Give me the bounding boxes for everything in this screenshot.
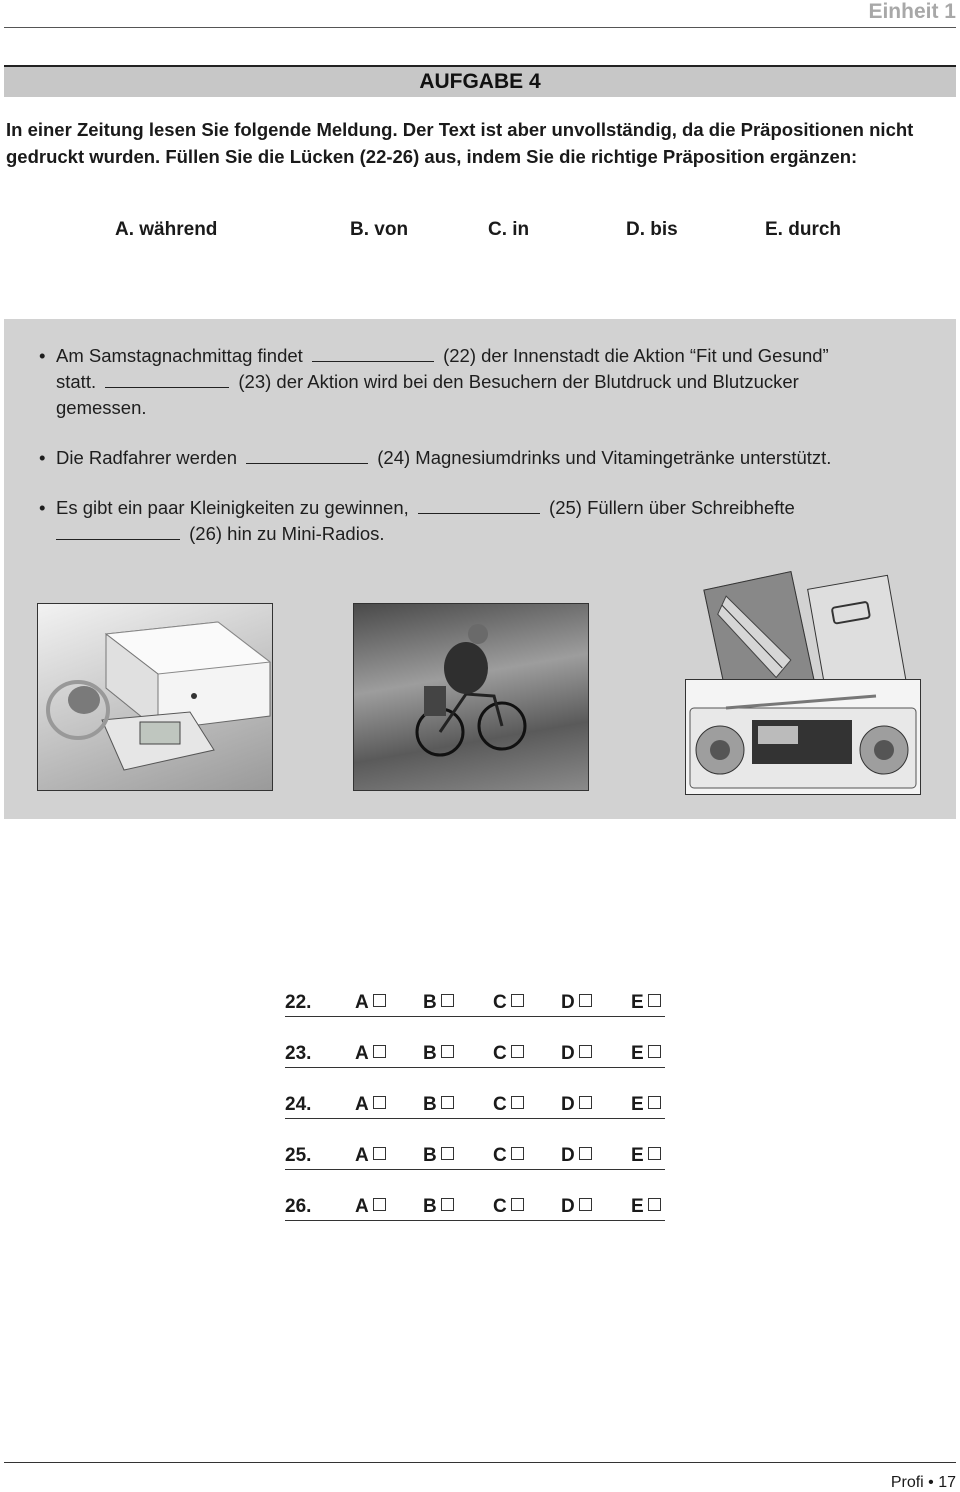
answer-letter: E [631,992,644,1013]
answer-option[interactable] [423,1043,454,1065]
checkbox-icon[interactable] [373,994,386,1007]
answer-option[interactable] [631,1094,661,1116]
answer-option[interactable] [423,1145,454,1167]
answer-underline [285,1067,665,1068]
bullet-text: (24) Magnesiumdrinks und Vitamingetränke unterstützt. [377,447,832,468]
option-e: E. durch [765,219,842,240]
instructions-text: In einer Zeitung lesen Sie folgende Meldung. Der Text ist aber unvollständig, da die Präpositionen nicht gedruckt wurden. Füllen Sie die Lücken (22-26) aus, indem Sie die richtige Präposition ergänzen: [6,119,914,167]
answer-letter: A [355,992,369,1013]
checkbox-icon[interactable] [648,1198,661,1211]
answer-option[interactable] [631,1043,661,1065]
checkbox-icon[interactable] [579,1096,592,1109]
answer-grid [285,990,665,1245]
answer-letter: A [355,1043,369,1064]
option-b: B. von [350,219,409,240]
checkbox-icon[interactable] [373,1096,386,1109]
checkbox-icon[interactable] [441,1198,454,1211]
checkbox-icon[interactable] [441,1045,454,1058]
answer-letter: B [423,1145,437,1166]
checkbox-icon[interactable] [579,1147,592,1160]
footer-divider [4,1462,956,1463]
bullet-text: (22) der Innenstadt die Aktion “Fit und Gesund” [443,345,829,366]
gap-22[interactable] [312,347,434,362]
answer-letter: C [493,992,507,1013]
bullet-text: Es gibt ein paar Kleinigkeiten zu gewinnen, [56,497,409,518]
answer-letter: D [561,1145,575,1166]
answer-letter: B [423,1094,437,1115]
answer-letter: A [355,1196,369,1217]
bullet-dot: • [39,497,46,518]
answer-row [285,1041,665,1092]
gap-24[interactable] [246,449,368,464]
bullet-text: Am Samstagnachmittag findet [56,345,303,366]
answer-letter: B [423,1196,437,1217]
answer-option[interactable] [631,1145,661,1167]
answer-option[interactable] [355,1094,386,1116]
bullet-text: gemessen. [56,397,147,418]
option-a: A. während [115,219,218,240]
bullet-text: (26) hin zu Mini-Radios. [189,523,385,544]
answer-number: 25. [285,1145,312,1166]
answer-option[interactable] [493,1043,524,1065]
checkbox-icon[interactable] [373,1147,386,1160]
checkbox-icon[interactable] [511,1147,524,1160]
gap-23[interactable] [105,373,229,388]
radio-icon [686,680,920,794]
bullet-text: (25) Füllern über Schreibhefte [549,497,795,518]
answer-option[interactable] [493,1196,524,1218]
answer-option[interactable] [423,1094,454,1116]
answer-option[interactable] [355,1043,386,1065]
answer-row [285,1194,665,1245]
checkbox-icon[interactable] [648,1147,661,1160]
answer-option[interactable] [423,992,454,1014]
checkbox-icon[interactable] [648,994,661,1007]
answer-number: 23. [285,1043,312,1064]
answer-row [285,1143,665,1194]
checkbox-icon[interactable] [511,1096,524,1109]
cyclist-icon [354,604,588,790]
answer-underline [285,1016,665,1017]
answer-option[interactable] [423,1196,454,1218]
checkbox-icon[interactable] [441,1147,454,1160]
photo-blood-pressure-monitor [37,603,273,791]
answer-letter: A [355,1145,369,1166]
header-divider [4,27,956,28]
checkbox-icon[interactable] [579,1045,592,1058]
answer-underline [285,1118,665,1119]
task-title: AUFGABE 4 [4,65,956,97]
answer-letter: D [561,1094,575,1115]
answer-option[interactable] [355,992,386,1014]
answer-option[interactable] [493,992,524,1014]
bullet-text: statt. [56,371,97,392]
bullet-2 [39,445,939,471]
bullet-1 [39,343,939,421]
answer-letter: C [493,1094,507,1115]
answer-letter: D [561,992,575,1013]
answer-row [285,1092,665,1143]
answer-letter: C [493,1196,507,1217]
answer-letter: D [561,1043,575,1064]
answer-option[interactable] [561,992,592,1014]
answer-letter: E [631,1094,644,1115]
answer-option[interactable] [355,1145,386,1167]
unit-label: Einheit 1 [868,0,956,23]
answer-option[interactable] [561,1043,592,1065]
checkbox-icon[interactable] [579,994,592,1007]
answer-number: 22. [285,992,312,1013]
answer-letter: B [423,1043,437,1064]
blood-pressure-monitor-icon [38,604,272,790]
checkbox-icon[interactable] [648,1096,661,1109]
answer-option[interactable] [631,1196,661,1218]
checkbox-icon[interactable] [579,1198,592,1211]
answer-letter: D [561,1196,575,1217]
answer-letter: C [493,1043,507,1064]
answer-letter: E [631,1043,644,1064]
bullet-text: Die Radfahrer werden [56,447,237,468]
checkbox-icon[interactable] [511,994,524,1007]
answer-row [285,990,665,1041]
answer-underline [285,1169,665,1170]
answer-option[interactable] [561,1196,592,1218]
checkbox-icon[interactable] [373,1198,386,1211]
answer-letter: A [355,1094,369,1115]
answer-option[interactable] [493,1094,524,1116]
answer-letter: C [493,1145,507,1166]
news-panel [4,319,956,819]
checkbox-icon[interactable] [511,1045,524,1058]
answer-number: 26. [285,1196,312,1217]
checkbox-icon[interactable] [648,1045,661,1058]
answer-underline [285,1220,665,1221]
answer-option[interactable] [493,1145,524,1167]
photo-cyclist [353,603,589,791]
answer-letter: E [631,1145,644,1166]
checkbox-icon[interactable] [373,1045,386,1058]
answer-option[interactable] [631,992,661,1014]
checkbox-icon[interactable] [441,1096,454,1109]
bullet-text: (23) der Aktion wird bei den Besuchern der Blutdruck und Blutzucker [238,371,799,392]
checkbox-icon[interactable] [511,1198,524,1211]
gap-26[interactable] [56,525,180,540]
answer-option[interactable] [355,1196,386,1218]
answer-option[interactable] [561,1145,592,1167]
gap-25[interactable] [418,499,540,514]
answer-letter: E [631,1196,644,1217]
option-d: D. bis [626,219,678,240]
page-number: Profi • 17 [890,1474,956,1491]
answer-option[interactable] [561,1094,592,1116]
bullet-3 [39,495,939,547]
option-c: C. in [488,219,530,240]
bullet-dot: • [39,447,46,468]
checkbox-icon[interactable] [441,994,454,1007]
answer-number: 24. [285,1094,312,1115]
answer-letter: B [423,992,437,1013]
bullet-dot: • [39,345,46,366]
instructions [6,116,954,170]
radio-photo [685,679,921,795]
